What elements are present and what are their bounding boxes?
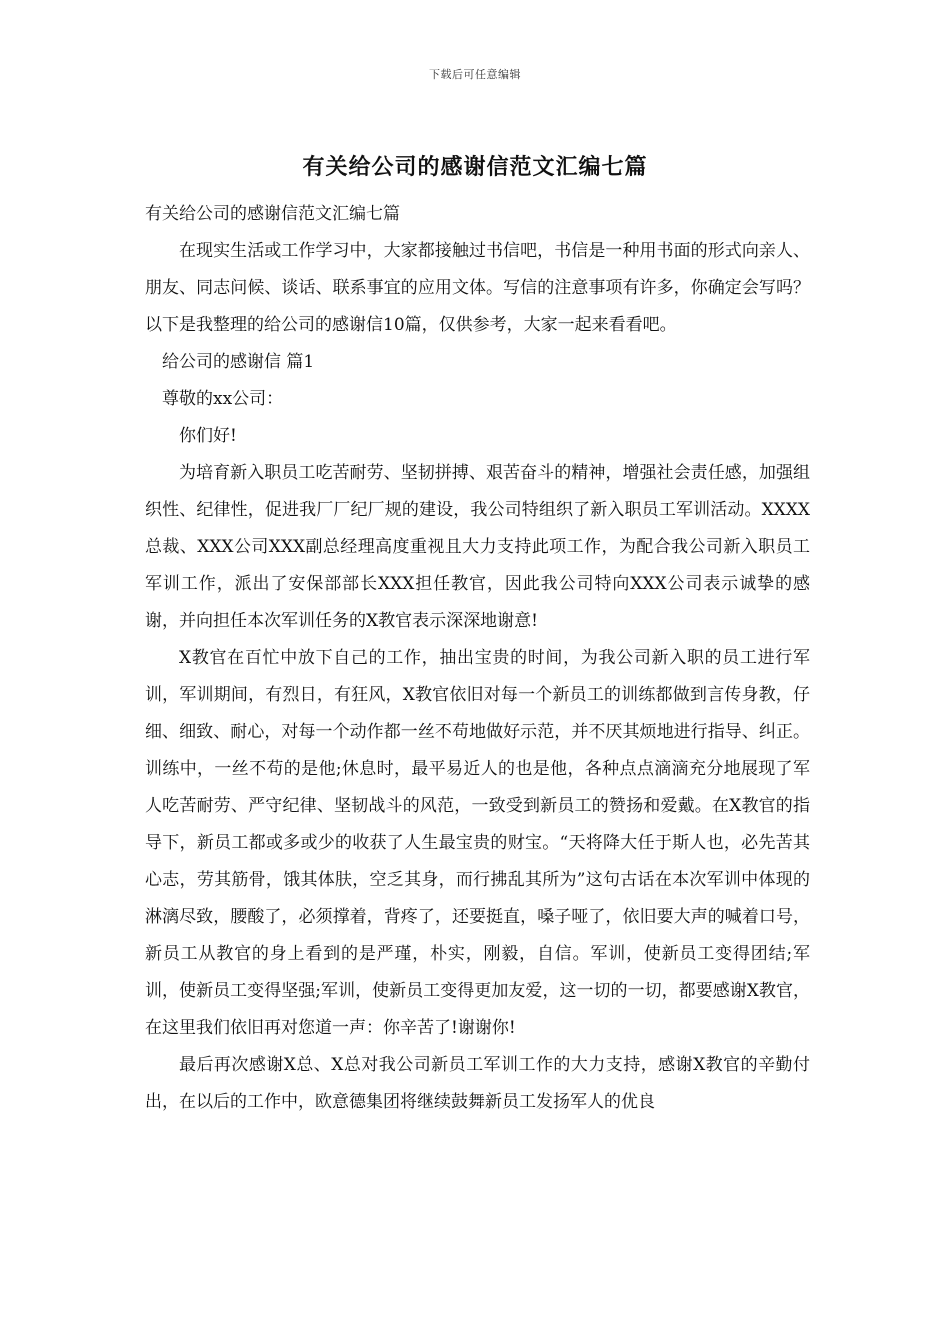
body-paragraph-3: 最后再次感谢X总、X总对我公司新员工军训工作的大力支持，感谢X教官的辛勤付出，在以后的工作中，欧意德集团将继续鼓舞新员工发扬军人的优良 — [145, 1055, 810, 1112]
section-heading: 给公司的感谢信 篇1 — [162, 352, 315, 372]
body-paragraph-2: X教官在百忙中放下自己的工作，抽出宝贵的时间，为我公司新入职的员工进行军训，军训期间，有烈日，有狂风，X教官依旧对每一个新员工的训练都做到言传身教，仔细、细致、耐心，对每一个动作都一丝不苟地做好示范，并不厌其烦地进行指导、纠正。训练中，一丝不苟的是他;休息时，最平易近人的也是他，各种点点滴滴充分地展现了军人吃苦耐劳、严守纪律、坚韧战斗的风范，一致受到新员工的赞扬和爱戴。在X教官的指导下，新员工都或多或少的收获了人生最宝贵的财宝。“天将降大任于斯人也，必先苦其心志，劳其筋骨，饿其体肤，空乏其身，而行拂乱其所为”这句古话在本次军训中体现的淋漓尽致，腰酸了，必须撑着，背疼了，还要挺直，嗓子哑了，依旧要大声的喊着口号，新员工从教官的身上看到的是严瑾，朴实，刚毅，自信。军训，使新员工变得团结;军训，使新员工变得坚强;军训，使新员工变得更加友爱，这一切的一切，都要感谢X教官，在这里我们依旧再对您道一声：你辛苦了!谢谢你! — [145, 648, 810, 1038]
salutation: 尊敬的xx公司： — [162, 389, 284, 409]
greeting: 你们好! — [179, 426, 237, 446]
body-paragraph-1: 为培育新入职员工吃苦耐劳、坚韧拼搏、艰苦奋斗的精神，增强社会责任感，加强组织性、纪律性，促进我厂厂纪厂规的建设，我公司特组织了新入职员工军训活动。XXXX总裁、XXX公司XXX副总经理高度重视且大力支持此项工作，为配合我公司新入职员工军训工作，派出了安保部部长XXX担任教官，因此我公司特向XXX公司表示诚挚的感谢，并向担任本次军训任务的X教官表示深深地谢意! — [145, 463, 810, 631]
document-title: 有关给公司的感谢信范文汇编七篇 — [302, 154, 648, 180]
header-note: 下载后可任意编辑 — [429, 68, 521, 81]
document-body — [145, 196, 810, 1121]
intro-paragraph: 在现实生活或工作学习中，大家都接触过书信吧，书信是一种用书面的形式向亲人、朋友、同志问候、谈话、联系事宜的应用文体。写信的注意事项有许多，你确定会写吗？以下是我整理的给公司的感谢信10篇，仅供参考，大家一起来看看吧。 — [145, 241, 810, 335]
subtitle-line: 有关给公司的感谢信范文汇编七篇 — [145, 204, 400, 224]
